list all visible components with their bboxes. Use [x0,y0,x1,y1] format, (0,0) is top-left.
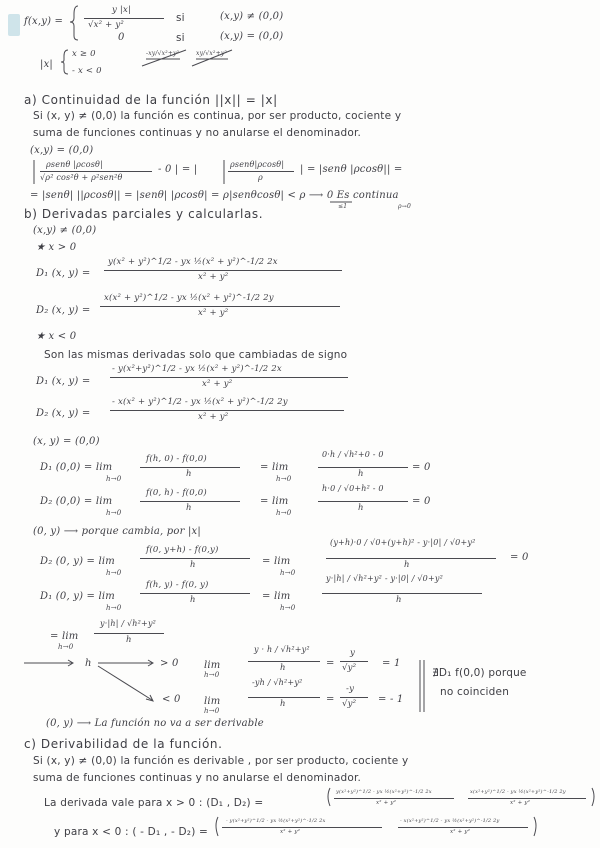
lim-neg-label: lim [204,696,221,707]
lim-pos-num-2: y [350,648,356,658]
d2-pos-num: x(x² + y²)^1/2 - yx ½(x² + y²)^-1/2 2y [104,293,274,303]
p1-den-2: h [358,469,364,479]
lim-pos-den-2: √y² [342,663,357,673]
d1-pos-num: y(x² + y²)^1/2 - yx ½(x² + y²)^-1/2 2x [108,257,278,267]
derivative-negative-den-b: x² + y² [450,829,471,835]
section-b-title: b) Derivadas parciales y calcularlas. [24,207,264,221]
d1-pos-lhs: D₁ (x, y) = [36,268,91,279]
reduced-eq: = lim [50,631,79,642]
p1-sub-2: h→0 [276,475,292,483]
polar-num-2: ρsenθ|ρcosθ| [230,160,285,169]
q1-frac-line [140,593,250,594]
lim-neg-frac-line [248,697,320,698]
d2-neg-lhs: D₂ (x, y) = [36,408,91,419]
polar-line-2: = |senθ| ||ρcosθ|| = |senθ| |ρcosθ| = ρ|senθcosθ| < ρ ⟶ 0 Es continua [30,190,399,201]
q2-frac-line [140,558,250,559]
abs-case-2: - x < 0 [72,66,102,76]
d2-pos-den: x² + y² [198,308,229,318]
p1-num-2: 0·h / √h²+0 - 0 [322,450,384,459]
p1-den: h [186,469,192,479]
lim-neg-result: = - 1 [378,694,404,705]
q1-num: f(h, y) - f(0, y) [146,580,209,590]
q2-eq: = lim [262,556,291,567]
p1-lhs: D₁ (0,0) = lim [40,462,113,473]
section-a-origin: (x,y) = (0,0) [30,145,94,156]
p1-sub: h→0 [106,475,122,483]
derivative-positive-frac-a [334,798,454,799]
lim-neg-eq: = [326,694,335,705]
lim-pos-den: h [280,663,286,673]
abs-lhs: |x| [40,59,53,70]
p2-num-2: h·0 / √0+h² - 0 [322,484,384,493]
q2-den-2: h [404,560,410,570]
d2-pos-frac-line [100,306,340,307]
p2-frac-line-2 [318,501,408,502]
p1-frac-line-2 [318,467,408,468]
derivative-positive-label: La derivada vale para x > 0 : (D₁ , D₂) = [44,797,264,809]
d1-neg-num: - y(x²+y²)^1/2 - yx ½(x² + y²)^-1/2 2x [112,364,282,374]
h-negative: < 0 [162,694,181,705]
d1-neg-lhs: D₁ (x, y) = [36,376,91,387]
case-nonzero: (x,y) ≠ (0,0) [33,225,97,236]
p2-frac-line [140,501,240,502]
limit-note: ρ→0 [398,203,411,210]
section-a-line-1: Si (x, y) ≠ (0,0) la función es continua, por ser producto, cociente y [33,110,402,122]
bound-note: ≤1 [338,203,348,210]
polar-mid: - 0 | = | [158,164,198,175]
derivative-negative-a: - y(x²+y²)^1/2 - yx ½(x²+y²)^-1/2 2x [226,818,326,824]
side-note-2: xy/√x²+y² [196,50,228,57]
lim-pos-frac-line [248,661,320,662]
derivative-negative-label: y para x < 0 : ( - D₁ , - D₂) = [54,826,209,838]
section-a-line-2: suma de funciones continuas y no anularse el denominador. [33,127,362,139]
d1-neg-frac-line [110,377,348,378]
side-note-1: -xy/√x²+y² [146,50,180,57]
lim-neg-den: h [280,699,286,709]
p1-num: f(h, 0) - f(0,0) [146,454,207,464]
def-zero: 0 [118,32,125,43]
lim-pos-frac-line-2 [340,661,368,662]
reduced-frac-line [94,633,164,634]
case-positive: ★ x > 0 [36,242,77,253]
polar-tail: | = |senθ |ρcosθ|| = [300,164,403,175]
d1-neg-den: x² + y² [202,379,233,389]
p2-sub: h→0 [106,509,122,517]
not-exist-note-2: no coinciden [440,686,510,698]
section-c-line-1: Si (x, y) ≠ (0,0) la función es derivable , por ser producto, cociente y [33,755,409,767]
section-c-title: c) Derivabilidad de la función. [24,737,223,751]
lim-pos-num: y · h / √h²+y² [254,645,310,654]
p2-den-2: h [358,503,364,513]
p2-result: = 0 [412,496,431,507]
case-negative: ★ x < 0 [36,331,77,342]
derivative-negative-b: - x(x²+y²)^1/2 - yx ½(x²+y²)^-1/2 2y [400,818,500,824]
derivative-positive-b: x(x²+y²)^1/2 - yx ½(x²+y²)^-1/2 2y [470,789,566,795]
q2-num-2: (y+h)·0 / √0+(y+h)² - y·|0| / √0+y² [330,538,476,547]
def-den: √x² + y² [88,20,124,30]
q1-sub: h→0 [106,604,122,612]
p2-den: h [186,503,192,513]
p2-eq: = lim [260,496,289,507]
q2-den: h [190,560,196,570]
reduced-num: y·|h| / √h²+y² [100,619,157,628]
lim-neg-num-2: -y [346,684,355,694]
h-variable: h [85,658,92,669]
lim-pos-label: lim [204,660,221,671]
derivative-positive-den-b: x² + y² [510,800,531,806]
abs-case-1: x ≥ 0 [72,49,96,59]
p2-sub-2: h→0 [276,509,292,517]
q1-sub-2: h→0 [280,604,296,612]
reduced-den: h [126,635,132,645]
def-cond-2: (x,y) = (0,0) [220,31,284,42]
q2-sub: h→0 [106,569,122,577]
d1-pos-frac-line [104,270,342,271]
q1-num-2: y·|h| / √h²+y² - y·|0| / √0+y² [326,574,444,583]
q2-lhs: D₂ (0, y) = lim [40,556,115,567]
p2-lhs: D₂ (0,0) = lim [40,496,113,507]
q1-lhs: D₁ (0, y) = lim [40,591,115,602]
q2-sub-2: h→0 [280,569,296,577]
def-frac-line [84,18,164,19]
polar-frac-line-1 [40,171,152,172]
def-num: y |x| [112,5,132,15]
abs-brace [61,50,68,74]
derivative-negative-frac-a [222,827,382,828]
case-origin: (x, y) = (0,0) [33,436,100,447]
lim-pos-sub: h→0 [204,671,220,679]
lim-neg-den-2: √y² [342,699,357,709]
q1-den: h [190,595,196,605]
p1-eq: = lim [260,462,289,473]
def-brace [70,6,78,40]
derivative-positive-den-a: x² + y² [376,800,397,806]
derivative-positive-a: y(x²+y²)^1/2 - yx ½(x²+y²)^-1/2 2x [336,789,432,795]
lim-pos-eq: = [326,658,335,669]
polar-den-1: √ρ² cos²θ + ρ²sen²θ [40,173,123,182]
def-lhs: f(x,y) = [24,16,64,27]
lim-neg-frac-line-2 [340,697,368,698]
q2-result: = 0 [510,552,529,563]
d1-pos-den: x² + y² [198,272,229,282]
p1-result: = 0 [412,462,431,473]
p1-frac-line [140,467,240,468]
lim-neg-sub: h→0 [204,707,220,715]
q2-frac-line-2 [326,558,496,559]
polar-den-2: ρ [258,173,263,182]
derivative-positive-frac-b [468,798,586,799]
q1-frac-line-2 [322,593,482,594]
section-a-title: a) Continuidad de la función ||x|| = |x| [24,93,278,107]
def-cond-1: (x,y) ≠ (0,0) [220,11,284,22]
not-derivable-conclusion: (0, y) ⟶ La función no va a ser derivable [46,718,264,729]
axis-case: (0, y) ⟶ porque cambia, por |x| [33,526,201,537]
section-c-line-2: suma de funciones continuas y no anularse el denominador. [33,772,362,784]
lim-pos-result: = 1 [382,658,401,669]
q1-eq: = lim [262,591,291,602]
reduced-sub: h→0 [58,643,74,651]
same-derivatives-note: Son las mismas derivadas solo que cambiadas de signo [44,349,348,361]
not-exist-note-1: ∄D₁ f(0,0) porque [432,667,527,679]
def-si-1: si [176,12,185,24]
d2-neg-num: - x(x² + y²)^1/2 - yx ½(x² + y²)^-1/2 2y [112,397,288,407]
polar-frac-line-2 [228,171,294,172]
polar-num-1: ρsenθ |ρcosθ| [46,160,103,169]
d2-pos-lhs: D₂ (x, y) = [36,305,91,316]
q1-den-2: h [396,595,402,605]
derivative-negative-den-a: x² + y² [280,829,301,835]
lim-neg-num: -yh / √h²+y² [252,678,303,687]
derivative-negative-frac-b [398,827,528,828]
d2-neg-frac-line [110,410,344,411]
p2-num: f(0, h) - f(0,0) [146,488,207,498]
page-tab-marker [8,14,20,36]
h-positive: > 0 [160,658,179,669]
q2-num: f(0, y+h) - f(0,y) [146,545,219,555]
def-si-2: si [176,32,185,44]
d2-neg-den: x² + y² [198,412,229,422]
